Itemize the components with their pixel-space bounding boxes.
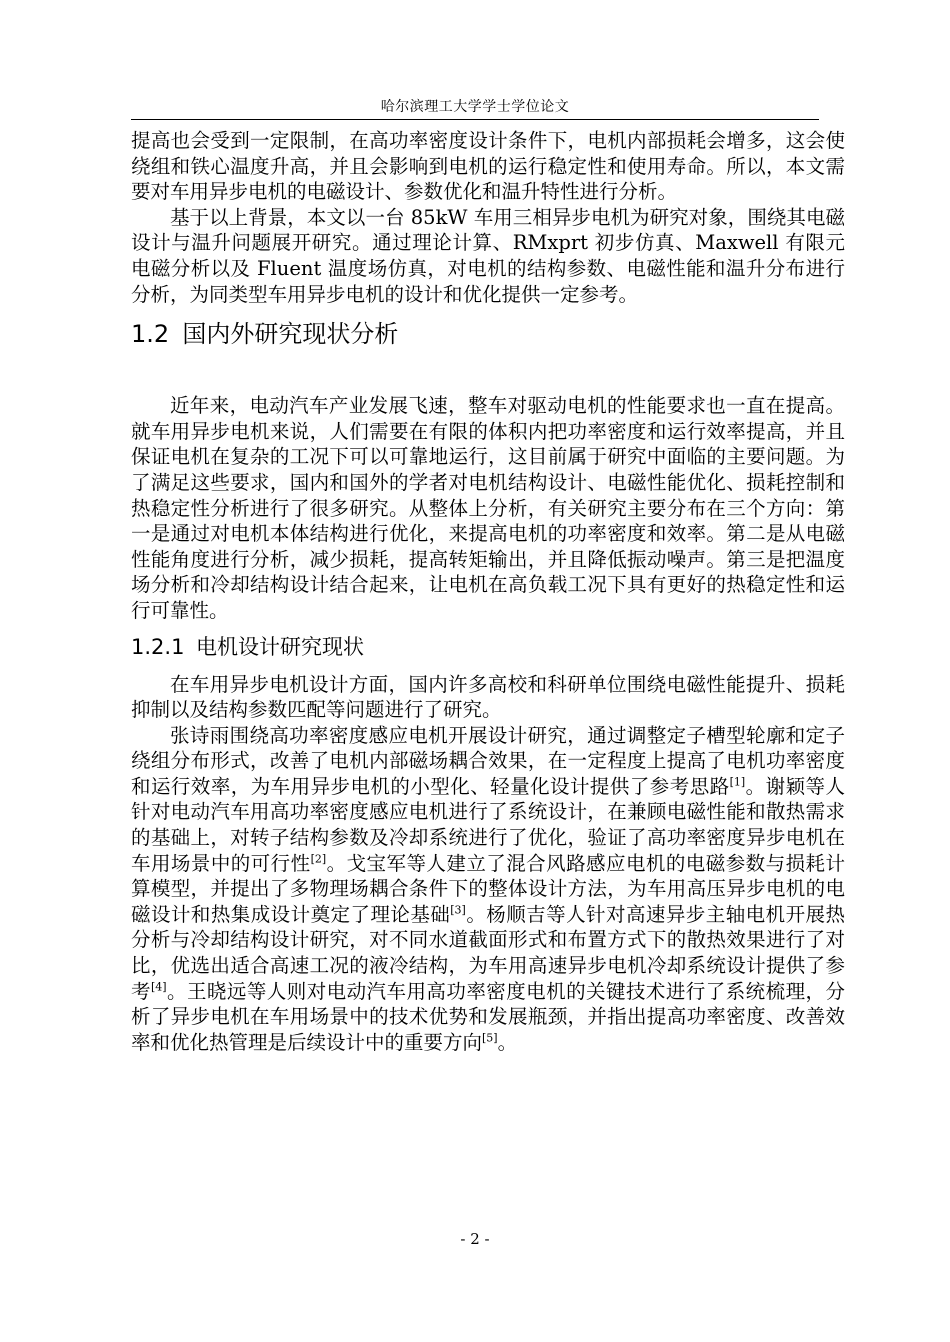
page-body [131, 128, 845, 1055]
section-number: 1.2 [131, 320, 170, 349]
page-header: 哈尔滨理工大学学士学位论文 [380, 99, 570, 115]
paragraph-design-intro: 在车用异步电机设计方面，国内许多高校和科研单位围绕电磁性能提升、损耗抑制以及结构参数匹配等问题进行了研究。 [131, 672, 845, 722]
citation-2: [2] [310, 852, 327, 866]
section-heading-1-2 [131, 313, 845, 355]
citation-1: [1] [729, 775, 746, 789]
review-text: 。杨顺吉等人针对高速异步主轴电机开展热分析与冷却结构设计研究，对不同水道截面形式和布置方式下的散热效果进行了对比，优选出适合高速工况的液冷结构，为车用高速异步电机冷却系统设计提供了参考 [131, 902, 845, 1003]
review-text: 张诗雨围绕高功率密度感应电机开展设计研究，通过调整定子槽型轮廓和定子绕组分布形式，改善了电机内部磁场耦合效果，在一定程度上提高了电机功率密度和运行效率，为车用异步电机的小型化、轻量化设计提供了参考思路 [131, 723, 845, 798]
header-rule [131, 119, 819, 120]
citation-5: [5] [482, 1031, 498, 1045]
review-text: 。王晓远等人则对电动汽车用高功率密度电机的关键技术进行了系统梳理，分析了异步电机在车用场景中的技术优势和发展瓶颈，并指出提高功率密度、改善效率和优化热管理是后续设计中的重要方向 [131, 979, 845, 1054]
review-text: 。 [497, 1030, 518, 1054]
subsection-title: 电机设计研究现状 [195, 634, 364, 659]
paragraph-literature-review [131, 723, 845, 1056]
review-text: 。谢颖等人针对电动汽车用高功率密度感应电机进行了系统设计，在兼顾电磁性能和散热需求的基础上，对转子结构参数及冷却系统进行了优化，验证了高功率密度异步电机在车用场景中的可行性 [131, 774, 845, 875]
citation-4: [4] [150, 980, 167, 994]
paragraph-research-overview: 近年来，电动汽车产业发展飞速，整车对驱动电机的性能要求也一直在提高。就车用异步电机来说，人们需要在有限的体积内把功率密度和运行效率提高，并且保证电机在复杂的工况下可以可靠地运行，这目前属于研究中面临的主要问题。为了满足这些要求，国内和国外的学者对电机结构设计、电磁性能优化、损耗控制和热稳定性分析进行了很多研究。从整体上分析，有关研究主要分布在三个方向：第一是通过对电机本体结构进行优化，来提高电机的功率密度和效率。第二是从电磁性能角度进行分析，减少损耗，提高转矩输出，并且降低振动噪声。第三是把温度场分析和冷却结构设计结合起来，让电机在高负载工况下具有更好的热稳定性和运行可靠性。 [131, 394, 845, 622]
subsection-number: 1.2.1 [131, 634, 185, 659]
paragraph-background: 基于以上背景，本文以一台 85kW 车用三相异步电机为研究对象，围绕其电磁设计与温升问题展开研究。通过理论计算、RMxprt 初步仿真、Maxwell 有限元电磁分析以及 Fluent 温度场仿真，对电机的结构参数、电磁性能和温升分布进行分析，为同类型车用异步电机的设计和优化提供一定参考。 [131, 205, 845, 306]
section-title: 国内外研究现状分析 [182, 320, 399, 349]
subsection-heading-1-2-1 [131, 628, 845, 666]
review-text: 。戈宝军等人建立了混合风路感应电机的电磁参数与损耗计算模型，并提出了多物理场耦合条件下的整体设计方法，为车用高压异步电机的电磁设计和热集成设计奠定了理论基础 [131, 851, 845, 926]
citation-3: [3] [450, 903, 466, 917]
page-number: - 2 - [460, 1230, 490, 1248]
paragraph-continuation: 提高也会受到一定限制，在高功率密度设计条件下，电机内部损耗会增多，这会使绕组和铁心温度升高，并且会影响到电机的运行稳定性和使用寿命。所以，本文需要对车用异步电机的电磁设计、参数优化和温升特性进行分析。 [131, 129, 845, 204]
